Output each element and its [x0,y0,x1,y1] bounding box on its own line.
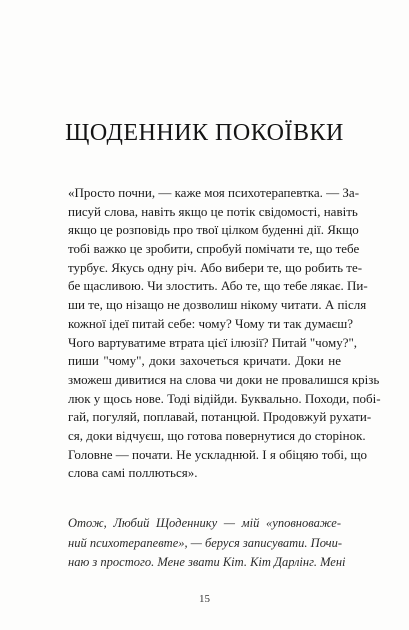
text-line: якщо це розповідь про твої цілком буденні дії. Якщо [68,222,359,238]
italic-line: ний психотерапевте», — беруся записувати. Почи- [68,535,343,550]
text-line: кожної ідеї питай себе: чому? Чому ти так думаєш? [68,315,353,331]
text-line: бе щасливою. Чи злостить. Або те, що тебе лякає. Пи- [68,278,368,294]
text-line: гай, погуляй, поплавай, потанцюй. Продовжуй рухати- [68,409,372,425]
text-line: ши те, що нізащо не дозволиш нікому читати. А після [68,297,367,313]
text-line: тобі важко це зробити, спробуй помічати те, що тебе [68,241,360,257]
text-line: слова самі поллються». [68,465,198,481]
text-line: люк у щось нове. Тоді відійди. Буквально. Походи, побі- [68,390,381,406]
text-line: ся, доки відчуєш, що готова повернутися до сторінок. [68,427,366,443]
text-line: пиши "чому", доки захочеться кричати. Доки не [68,353,341,369]
page-number: 15 [199,593,210,605]
body-paragraph [68,184,381,483]
italic-paragraph [68,514,346,573]
italic-line: наю з простого. Мене звати Кіт. Кіт Дарлінг. Мені [68,555,346,569]
italic-line: Отож, Любий Щоденнику — мій «уповноваже- [68,516,341,530]
text-line: Чого вартуватиме втрата цієї ілюзії? Питай "чому?", [68,334,358,350]
text-line: зможеш дивитися на слова чи доки не провалишся крізь [68,371,380,387]
chapter-title: ЩОДЕННИК ПОКОЇВКИ [65,120,344,146]
text-line: писуй слова, навіть якщо це потік свідомості, навіть [68,203,358,219]
text-line: «Просто почни, — каже моя психотерапевтка. — За- [68,185,360,200]
text-line: турбує. Якусь одну річ. Або вибери те, що робить те- [68,259,363,275]
text-line: Головне — почати. Не ускладнюй. І я обіцяю тобі, що [68,446,367,462]
